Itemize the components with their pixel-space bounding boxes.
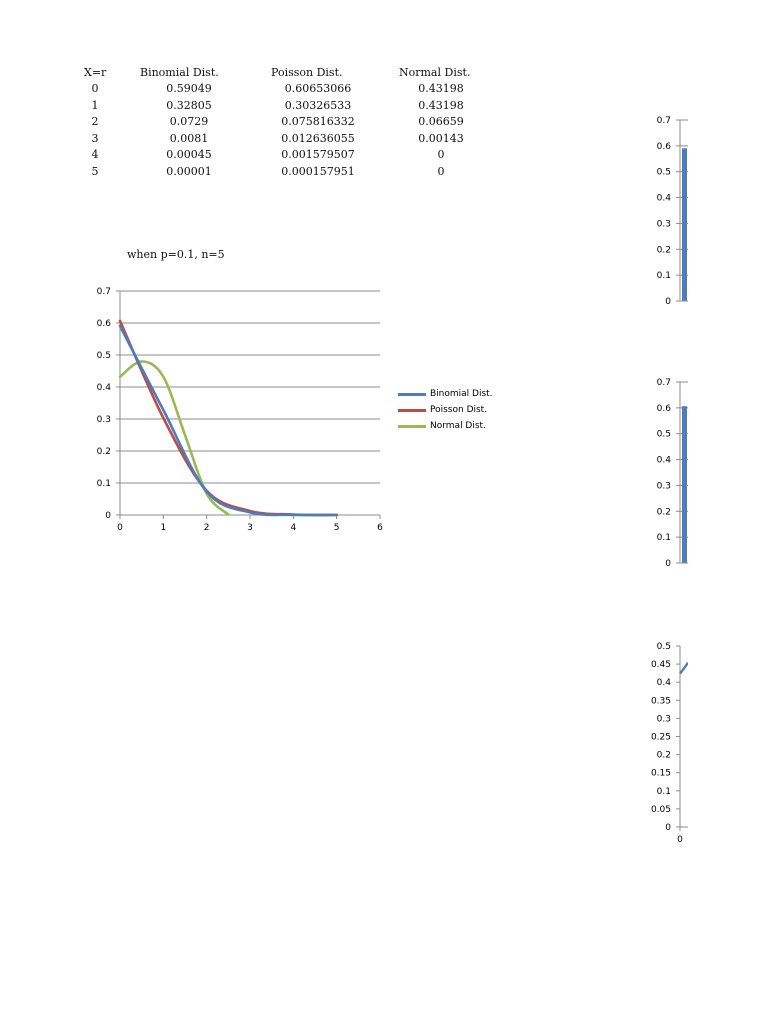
y-tick-label: 0.25 <box>650 732 671 743</box>
table-cell: 0.43198 <box>418 82 464 95</box>
y-tick-label: 0.6 <box>656 141 671 152</box>
legend-item-binomial <box>398 386 493 402</box>
series-line-poisson <box>120 321 337 515</box>
y-tick-label: 0 <box>665 297 671 307</box>
y-tick-label: 0.3 <box>96 415 111 425</box>
table-cell: 0.60653066 <box>284 82 352 95</box>
side-line-chart-normal-svg <box>636 638 688 850</box>
series-line <box>680 663 688 674</box>
table-cell: 0.012636055 <box>281 131 355 145</box>
y-tick-label: 0.4 <box>656 678 671 689</box>
legend-swatch-poisson <box>398 409 426 412</box>
y-tick-label: 0.4 <box>96 383 111 393</box>
chart-caption: when p=0.1, n=5 <box>127 248 225 261</box>
y-tick-label: 0.7 <box>96 287 111 297</box>
x-tick-label: 0 <box>117 523 123 533</box>
y-tick-label: 0.5 <box>656 429 671 440</box>
y-tick-label: 0.6 <box>96 319 111 329</box>
y-tick-label: 0 <box>665 559 671 569</box>
table-cell: 0.30326533 <box>284 98 352 112</box>
side-bar-chart-binomial <box>636 112 688 324</box>
y-tick-label: 0.7 <box>656 116 671 126</box>
y-tick-label: 0.2 <box>96 447 111 457</box>
legend-label-poisson: Poisson Dist. <box>430 405 488 415</box>
x-tick-label: 6 <box>377 523 383 533</box>
y-tick-label: 0.5 <box>96 351 111 361</box>
table-cell: 0.0081 <box>169 131 209 145</box>
table-cell: 0.000157951 <box>281 164 355 178</box>
table-cell: 0.32805 <box>166 98 212 112</box>
y-tick-label: 0.1 <box>656 533 671 544</box>
table-cell: 1 <box>91 98 99 112</box>
y-tick-label: 0.7 <box>656 378 671 388</box>
chart-legend <box>398 386 493 434</box>
main-chart-svg <box>88 282 388 538</box>
x-tick-label: 3 <box>247 523 253 533</box>
legend-item-poisson <box>398 402 493 418</box>
x-tick-label: 5 <box>333 523 340 533</box>
legend-item-normal <box>398 418 493 434</box>
y-tick-label: 0.5 <box>656 642 671 652</box>
x-tick-label: 1 <box>160 523 167 533</box>
y-tick-label: 0.3 <box>656 481 671 492</box>
y-tick-label: 0.1 <box>96 479 111 489</box>
table-cell: 0.00045 <box>166 148 212 161</box>
table-cell: 0.06659 <box>418 115 464 128</box>
table-cell: 0.00001 <box>166 164 212 178</box>
x-tick-label: 0 <box>677 835 683 845</box>
table-cell: 0 <box>91 82 99 95</box>
col-header-binomial: Binomial Dist. <box>140 66 219 79</box>
table-cell: 0.43198 <box>418 98 464 112</box>
y-tick-label: 0.3 <box>656 714 671 725</box>
y-tick-label: 0.1 <box>656 786 671 797</box>
legend-swatch-binomial <box>398 393 426 396</box>
bar <box>682 148 687 301</box>
y-tick-label: 0.6 <box>656 403 671 414</box>
side-bar-chart-poisson <box>636 374 688 586</box>
table-cell: 5 <box>91 164 99 178</box>
table-cell: 0 <box>437 164 445 178</box>
table-cell: 4 <box>91 148 99 161</box>
y-tick-label: 0.45 <box>650 660 671 671</box>
y-tick-label: 0.2 <box>656 750 671 761</box>
table-cell: 0.00143 <box>418 131 464 145</box>
legend-swatch-normal <box>398 425 426 428</box>
table-cell: 0.001579507 <box>281 148 355 161</box>
y-tick-label: 0.2 <box>656 507 671 518</box>
y-tick-label: 0.05 <box>650 804 671 815</box>
side-bar-chart-binomial-svg <box>636 112 688 324</box>
y-tick-label: 0.4 <box>656 455 671 466</box>
y-tick-label: 0 <box>665 823 671 833</box>
y-tick-label: 0.15 <box>650 768 671 779</box>
x-tick-label: 4 <box>290 523 297 533</box>
legend-label-normal: Normal Dist. <box>430 421 486 431</box>
table-cell: 0 <box>437 148 445 161</box>
col-header-poisson: Poisson Dist. <box>271 66 343 79</box>
y-tick-label: 0.4 <box>656 193 671 204</box>
side-line-chart-normal <box>636 638 688 850</box>
y-tick-label: 0.2 <box>656 245 671 256</box>
col-header-normal: Normal Dist. <box>399 66 471 79</box>
bar <box>682 406 687 563</box>
y-tick-label: 0.3 <box>656 219 671 230</box>
side-bar-chart-poisson-svg <box>636 374 688 586</box>
main-line-chart <box>88 282 388 538</box>
y-tick-label: 0 <box>105 511 111 521</box>
table-cell: 0.59049 <box>166 82 212 95</box>
legend-label-binomial: Binomial Dist. <box>430 389 493 399</box>
table-cell: 0.075816332 <box>281 115 355 128</box>
y-tick-label: 0.5 <box>656 167 671 178</box>
col-header-x: X=r <box>84 66 107 79</box>
table-cell: 2 <box>91 115 99 128</box>
table-cell: 3 <box>91 131 99 145</box>
x-tick-label: 2 <box>203 523 210 533</box>
series-line-binomial <box>120 326 337 515</box>
y-tick-label: 0.1 <box>656 271 671 282</box>
table-cell: 0.0729 <box>169 115 209 128</box>
y-tick-label: 0.35 <box>650 696 671 707</box>
